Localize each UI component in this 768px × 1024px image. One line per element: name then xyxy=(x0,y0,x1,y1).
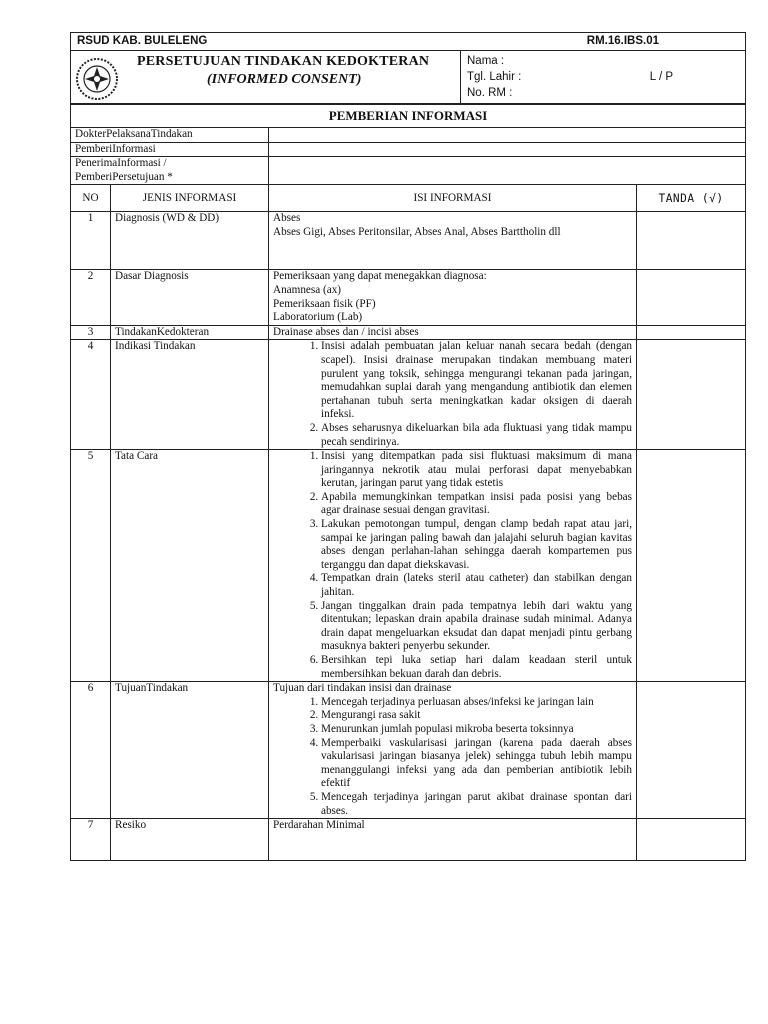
row-jenis: TujuanTindakan xyxy=(111,682,269,819)
row-isi: Perdarahan Minimal xyxy=(269,819,637,861)
info-label-line: PemberiPersetujuan * xyxy=(75,170,173,183)
list-item: 4. Memperbaiki vaskularisasi jaringan (karena pada daerah abses vakularisasi jaringan biasanya jelek) sehingga tubuh lebih mampu menanggulangi infeksi yang ada dan pemberian antibiotik lebih efektif xyxy=(321,737,632,791)
row-jenis: Resiko xyxy=(111,819,269,861)
form-code: RM.16.IBS.01 xyxy=(586,34,660,47)
table-row xyxy=(71,682,746,819)
section-title: PEMBERIAN INFORMASI xyxy=(71,105,746,128)
list-item: 2. Abses seharusnya dikeluarkan bila ada fluktuasi yang tidak mampu pecah sendirinya. xyxy=(321,422,632,449)
row-no: 6 xyxy=(71,682,111,819)
list-item: 5. Jangan tinggalkan drain pada tempatnya lebih dari waktu yang ditentukan; lepaskan drain apabila drainase sudah minimal. Adanya drain dapat mengeluarkan eksudat dan dapat menjadi pintu gerbang masuknya bakteri penyerbu sekunder. xyxy=(321,600,632,654)
row-tanda[interactable] xyxy=(637,270,746,325)
info-label: PemberiInformasi xyxy=(71,142,269,157)
list-item: 5. Mencegah terjadinya jaringan parut akibat drainase spontan dari abses. xyxy=(321,791,632,818)
table-row xyxy=(71,340,746,450)
isi-line: Pemeriksaan fisik (PF) xyxy=(273,297,376,310)
header-table xyxy=(70,32,746,104)
info-value[interactable] xyxy=(269,142,746,157)
isi-line: Anamnesa (ax) xyxy=(273,283,342,296)
info-value[interactable] xyxy=(269,128,746,143)
isi-line: Abses xyxy=(273,212,301,225)
isi-line: Laboratorium (Lab) xyxy=(273,311,363,324)
main-table xyxy=(70,104,746,861)
col-jenis-header: JENIS INFORMASI xyxy=(111,185,269,212)
row-isi xyxy=(269,682,637,819)
list-item: 4. Tempatkan drain (lateks steril atau catheter) dan stabilkan dengan jahitan. xyxy=(321,572,632,599)
row-no: 7 xyxy=(71,819,111,861)
list-item: 1. Insisi adalah pembuatan jalan keluar nanah secara bedah (dengan scapel). Insisi drainase merupakan tindakan membuang materi purulent yang toksik, sehingga mengurangi tekanan pada jaringan, memudahkan suplai darah yang mengandung antibiotik dan elemen pertahanan tubuh serta meningkatkan kadar oksigen di daerah infeksi. xyxy=(321,340,632,422)
info-label xyxy=(71,157,269,185)
list-item: 6. Bersihkan tepi luka setiap hari dalam keadaan steril untuk membersihkan bekuan darah dan debris. xyxy=(321,654,632,681)
row-no: 3 xyxy=(71,325,111,340)
row-tanda[interactable] xyxy=(637,450,746,682)
row-no: 1 xyxy=(71,212,111,270)
table-row xyxy=(71,212,746,270)
list-item: 2. Apabila memungkinkan tempatkan insisi pada posisi yang bebas agar drainase sesuai dengan gravitasi. xyxy=(321,491,632,518)
list-item: 2. Mengurangi rasa sakit xyxy=(321,709,632,723)
no-rm-label: No. RM : xyxy=(467,87,513,99)
row-no: 2 xyxy=(71,270,111,325)
row-tanda[interactable] xyxy=(637,682,746,819)
table-row xyxy=(71,270,746,325)
info-label-line: PenerimaInformasi / xyxy=(75,157,167,170)
row-jenis: Dasar Diagnosis xyxy=(111,270,269,325)
table-row xyxy=(71,819,746,861)
row-jenis: Indikasi Tindakan xyxy=(111,340,269,450)
patient-id-box xyxy=(461,51,746,104)
tgl-lahir-label: Tgl. Lahir : xyxy=(467,71,522,83)
form-title: PERSETUJUAN TINDAKAN KEDOKTERAN xyxy=(137,54,430,69)
row-jenis: Diagnosis (WD & DD) xyxy=(111,212,269,270)
row-isi xyxy=(269,450,637,682)
row-isi xyxy=(269,340,637,450)
list-item: 1. Mencegah terjadinya perluasan abses/infeksi ke jaringan lain xyxy=(321,696,632,710)
row-isi xyxy=(269,212,637,270)
col-no-header: NO xyxy=(71,185,111,212)
info-label: DokterPelaksanaTindakan xyxy=(71,128,269,143)
row-jenis: TindakanKedokteran xyxy=(111,325,269,340)
title-cell xyxy=(71,51,461,104)
gender-label: L / P xyxy=(649,71,674,83)
row-tanda[interactable] xyxy=(637,819,746,861)
form-subtitle: (INFORMED CONSENT) xyxy=(207,72,362,87)
list-item: 1. Insisi yang ditempatkan pada sisi fluktuasi maksimum di mana jaringannya nekrotik atau mulai perforasi dapat menyebabkan kerutan, jaringan parut yang tidak estetis xyxy=(321,450,632,491)
info-value[interactable] xyxy=(269,157,746,185)
hospital-logo-icon xyxy=(75,57,119,101)
row-tanda[interactable] xyxy=(637,340,746,450)
list-item: 3. Menurunkan jumlah populasi mikroba beserta toksinnya xyxy=(321,723,632,737)
isi-line: Pemeriksaan yang dapat menegakkan diagnosa: xyxy=(273,270,487,283)
row-jenis: Tata Cara xyxy=(111,450,269,682)
row-no: 4 xyxy=(71,340,111,450)
col-isi-header: ISI INFORMASI xyxy=(269,185,637,212)
header-bar xyxy=(71,33,746,51)
list-item: 3. Lakukan pemotongan tumpul, dengan clamp bedah rapat atau jari, sampai ke jaringan paling bawah dan jalajahi seluruh bagian kavitas abses dengan perlahan-lahan sehingga daerah kompartemen pus terganggu dan dapat diekskavasi. xyxy=(321,518,632,572)
consent-form xyxy=(70,32,745,861)
row-no: 5 xyxy=(71,450,111,682)
isi-intro: Tujuan dari tindakan insisi dan drainase xyxy=(273,682,452,695)
row-isi xyxy=(269,270,637,325)
col-tanda-header: TANDA (√) xyxy=(637,185,746,212)
isi-line: Abses Gigi, Abses Peritonsilar, Abses Anal, Abses Barttholin dll xyxy=(273,225,561,238)
nama-label: Nama : xyxy=(467,55,505,67)
table-row xyxy=(71,325,746,340)
row-tanda[interactable] xyxy=(637,325,746,340)
hospital-name: RSUD KAB. BULELENG xyxy=(77,34,208,47)
row-tanda[interactable] xyxy=(637,212,746,270)
table-row xyxy=(71,450,746,682)
row-isi: Drainase abses dan / incisi abses xyxy=(269,325,637,340)
